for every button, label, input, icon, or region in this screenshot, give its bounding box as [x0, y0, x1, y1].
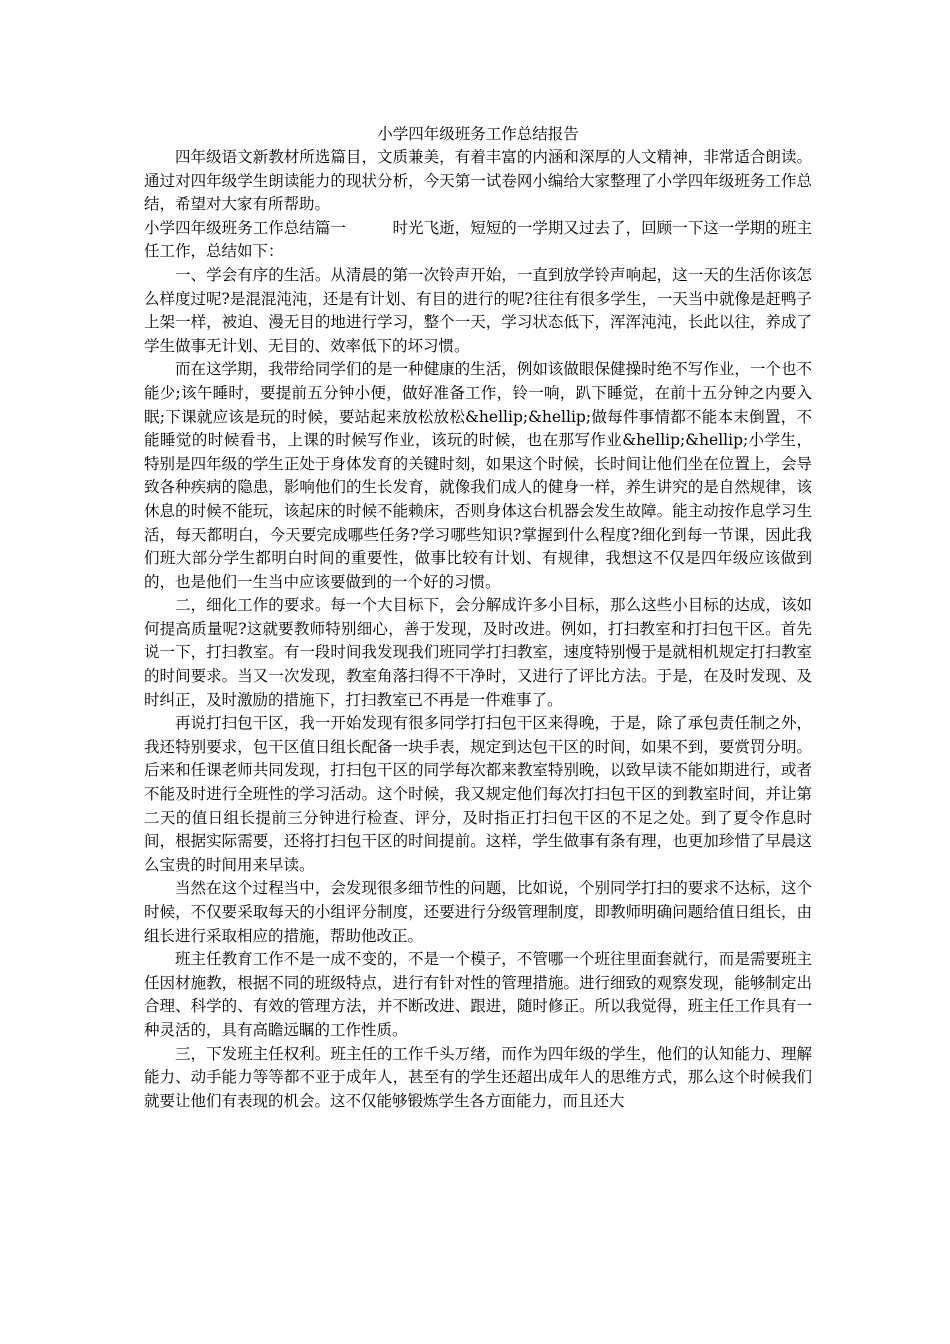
document-body [144, 122, 812, 1113]
section-lead: 时光飞逝，短短的一学期又过去了，回顾一下这一学期的班主任工作，总结如下： [144, 218, 812, 261]
body-paragraph-4: 再说打扫包干区，我一开始发现有很多同学打扫包干区来得晚，于是，除了承包责任制之外，我还特别要求，包干区值日组长配备一块手表，规定到达包干区的时间，如果不到，要赏罚分明。后来和任课老师共同发现，打扫包干区的同学每次都来教室特别晚，以致早读不能如期进行，或者不能及时进行全班性的学习活动。这个时候，我又规定他们每次打扫包干区的到教室时间，并让第二天的值日组长提前三分钟进行检查、评分，及时指正打扫包干区的不足之处。到了夏令作息时间，根据实际需要，还将打扫包干区的时间提前。这样，学生做事有条有理，也更加珍惜了早晨这么宝贵的时间用来早读。 [144, 714, 812, 874]
document-title: 小学四年级班务工作总结报告 [377, 125, 579, 143]
section-heading: 小学四年级班务工作总结篇一 [144, 218, 346, 237]
body-paragraph-2: 而在这学期，我带给同学们的是一种健康的生活，例如该做眼保健操时绝不写作业，一个也不能少;该午睡时，要提前五分钟小便，做好准备工作，铃一响，趴下睡觉，在前十五分钟之内要入眠;下课就应该是玩的时候，要站起来放松放松&hellip;&hellip;做每件事情都不能本末倒置，不能睡觉的时候看书，上课的时候写作业，该玩的时候，也在那写作业&hellip;&hellip;小学生，特别是四年级的学生正处于身体发育的关键时刻，如果这个时候，长时间让他们坐在位置上，会导致各种疾病的隐患，影响他们的生长发育，就像我们成人的健身一样，养生讲究的是自然规律，该休息的时候不能玩，该起床的时候不能赖床，否则身体这台机器会发生故障。能主动按作息学习生活，每天都明白，今天要完成哪些任务?学习哪些知识?掌握到什么程度?细化到每一节课，因此我们班大部分学生都明白时间的重要性，做事比较有计划、有规律，我想这不仅是四年级应该做到的，也是他们一生当中应该要做到的一个好的习惯。 [144, 360, 812, 591]
body-paragraph-5: 当然在这个过程当中，会发现很多细节性的问题，比如说，个别同学打扫的要求不达标，这个时候，不仅要采取每天的小组评分制度，还要进行分级管理制度，即教师明确问题给值日组长，由组长进行采取相应的措施，帮助他改正。 [144, 879, 812, 945]
body-paragraph-6: 班主任教育工作不是一成不变的，不是一个模子，不管哪一个班往里面套就行，而是需要班主任因材施教，根据不同的班级特点，进行有针对性的管理措施。进行细致的观察发现，能够制定出合理、科学的、有效的管理方法，并不断改进、跟进，随时修正。所以我觉得，班主任工作具有一种灵活的，具有高瞻远瞩的工作性质。 [144, 950, 812, 1039]
body-paragraph-7: 三，下发班主任权利。班主任的工作千头万绪，而作为四年级的学生，他们的认知能力、理解能力、动手能力等等都不亚于成年人，甚至有的学生还超出成年人的思维方式，那么这个时候我们就要让他们有表现的机会。这不仅能够锻炼学生各方面能力，而且还大 [144, 1044, 812, 1110]
body-paragraph-3: 二，细化工作的要求。每一个大目标下，会分解成许多小目标，那么这些小目标的达成，该如何提高质量呢?这就要教师特别细心，善于发现，及时改进。例如，打扫教室和打扫包干区。首先说一下，打扫教室。有一段时间我发现我们班同学打扫教室，速度特别慢于是就相机规定打扫教室的时间要求。当又一次发现，教室角落扫得不干净时，又进行了评比方法。于是，在及时发现、及时纠正，及时激励的措施下，打扫教室已不再是一件难事了。 [144, 596, 812, 709]
section-heading-paragraph [144, 217, 812, 264]
intro-paragraph: 四年级语文新教材所选篇目，文质兼美，有着丰富的内涵和深厚的人文精神，非常适合朗读。通过对四年级学生朗读能力的现状分析，今天第一试卷网小编给大家整理了小学四年级班务工作总结，希望对大家有所帮助。 [144, 148, 812, 214]
body-paragraph-1: 一、学会有序的生活。从清晨的第一次铃声开始，一直到放学铃声响起，这一天的生活你该怎么样度过呢?是混混沌沌，还是有计划、有目的进行的呢?往往有很多学生，一天当中就像是赶鸭子上架一样，被迫、漫无目的地进行学习，整个一天，学习状态低下，浑浑沌沌，长此以往，养成了学生做事无计划、无目的、效率低下的坏习惯。 [144, 265, 812, 355]
